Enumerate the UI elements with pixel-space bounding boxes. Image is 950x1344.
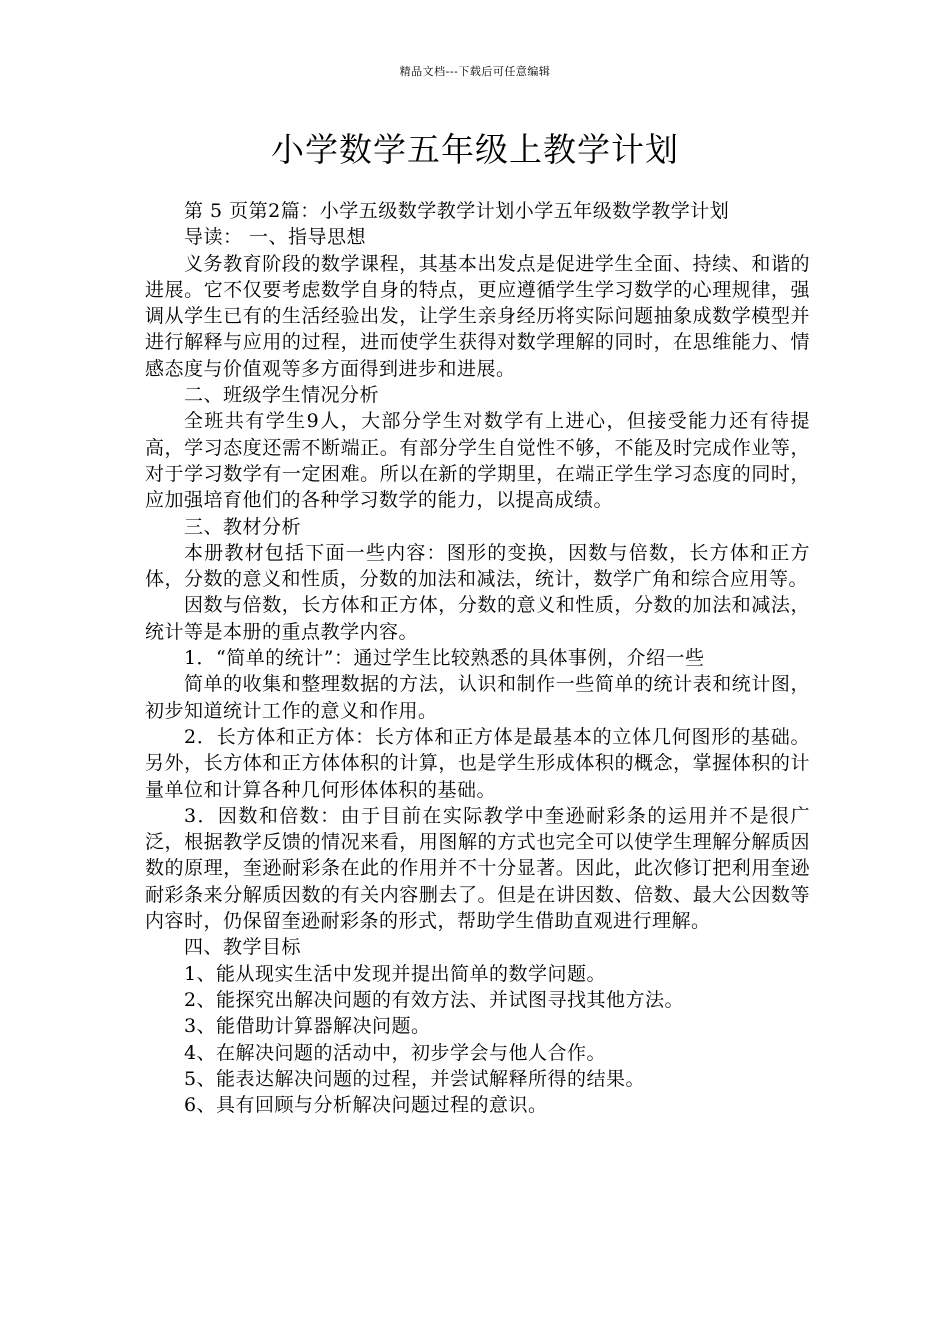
- goal-item-2: 2、能探究出解决问题的有效方法、并试图寻找其他方法。: [183, 988, 685, 1011]
- goal-item-4: 4、在解决问题的活动中，初步学会与他人合作。: [183, 1041, 607, 1064]
- paragraph-item-1-continued: 简单的收集和整理数据的方法，认识和制作一些简单的统计表和统计图，初步知道统计工作的意义和作用。: [145, 673, 810, 722]
- goal-item-6: 6、具有回顾与分析解决问题过程的意识。: [183, 1094, 548, 1117]
- section-heading-class-analysis: 二、班级学生情况分析: [183, 384, 379, 407]
- section-heading-textbook-analysis: 三、教材分析: [183, 515, 301, 538]
- paragraph-source-line: 第 5 页第2篇：小学五级数学教学计划小学五年级数学教学计划: [183, 200, 730, 222]
- page-header: 精品文档---下载后可任意编辑: [399, 65, 551, 78]
- section-heading-teaching-goals: 四、教学目标: [183, 936, 301, 959]
- paragraph-item-1-statistics: 1．“简单的统计”：通过学生比较熟悉的具体事例，介绍一些: [183, 647, 705, 670]
- paragraph-textbook-contents: 本册教材包括下面一些内容：图形的变换，因数与倍数，长方体和正方体，分数的意义和性质，分数的加法和减法，统计，数学广角和综合应用等。: [145, 541, 810, 591]
- goal-item-3: 3、能借助计算器解决问题。: [183, 1015, 431, 1038]
- goal-item-5: 5、能表达解决问题的过程，并尝试解释所得的结果。: [183, 1067, 646, 1090]
- paragraph-guiding-idea: 义务教育阶段的数学课程，其基本出发点是促进学生全面、持续、和谐的进展。它不仅要考虑数学自身的特点，更应遵循学生学习数学的心理规律，强调从学生已有的生活经验出发，让学生亲身经历将实际问题抽象成数学模型并进行解释与应用的过程，进而使学生获得对数学理解的同时，在思维能力、情感态度与价值观等多方面得到进步和进展。: [145, 252, 810, 380]
- document-body: [145, 198, 810, 1118]
- paragraph-intro-heading: 导读： 一、指导思想: [183, 226, 366, 249]
- paragraph-class-analysis: 全班共有学生9人，大部分学生对数学有上进心，但接受能力还有待提高，学习态度还需不断端正。有部分学生自觉性不够，不能及时完成作业等，对于学习数学有一定困难。所以在新的学期里，在端正学生学习态度的同时，应加强培育他们的各种学习数学的能力，以提高成绩。: [145, 410, 810, 512]
- document-title: 小学数学五年级上教学计划: [271, 130, 679, 169]
- goal-item-1: 1、能从现实生活中发现并提出简单的数学问题。: [183, 962, 607, 985]
- paragraph-item-3-factors: 3．因数和倍数：由于目前在实际教学中奎逊耐彩条的运用并不是很广泛，根据教学反馈的情况来看，用图解的方式也完全可以使学生理解分解质因数的原理，奎逊耐彩条在此的作用并不十分显著。因此，此次修订把利用奎逊耐彩条来分解质因数的有关内容删去了。但是在讲因数、倍数、最大公因数等内容时，仍保留奎逊耐彩条的形式，帮助学生借助直观进行理解。: [145, 804, 810, 933]
- paragraph-key-content: 因数与倍数，长方体和正方体，分数的意义和性质，分数的加法和减法，统计等是本册的重点教学内容。: [145, 594, 810, 643]
- paragraph-item-2-cuboid: 2．长方体和正方体：长方体和正方体是最基本的立体几何图形的基础。另外，长方体和正方体体积的计算，也是学生形成体积的概念，掌握体积的计量单位和计算各种几何形体体积的基础。: [145, 725, 810, 801]
